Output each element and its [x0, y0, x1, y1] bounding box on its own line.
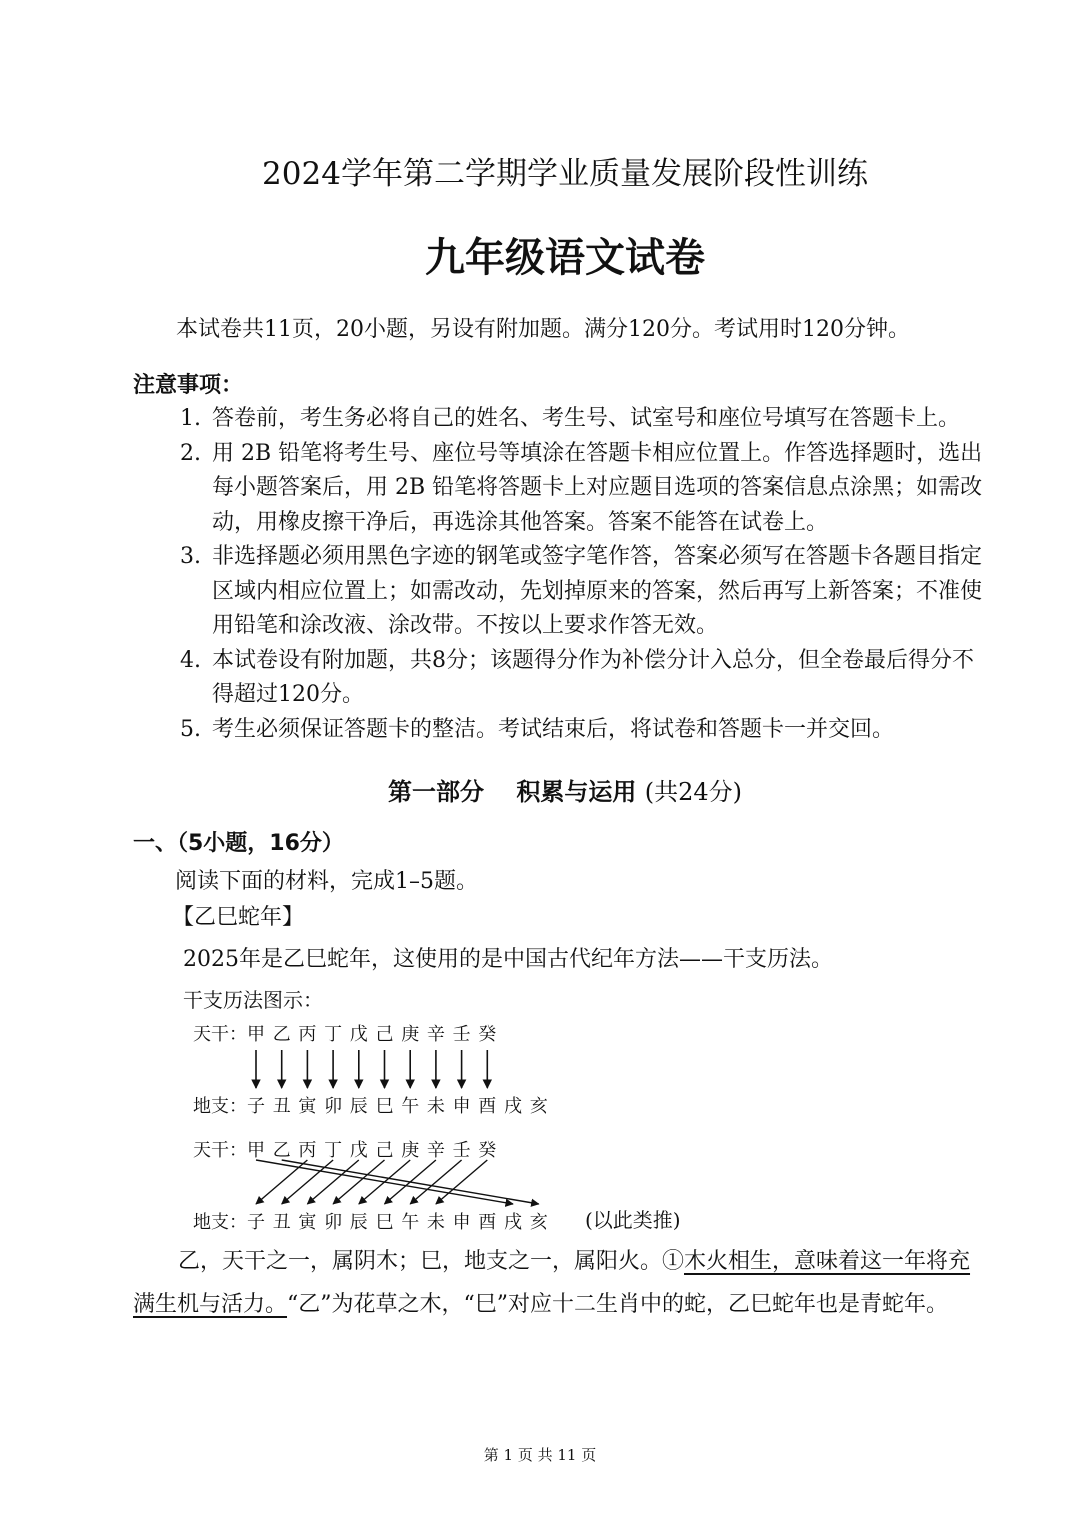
tiangan-char: 己 [375, 1024, 394, 1045]
underlined-sentence: 木火相生，意味着这一年将充满生机与活力。 [133, 1249, 971, 1317]
cycle-arrow [385, 1160, 436, 1204]
cycle-arrow [282, 1160, 333, 1204]
notice-item-number: 3. [180, 544, 201, 569]
section1-instruction: 阅读下面的材料，完成1–5题。 [175, 869, 478, 894]
material-year-line: 2025年是乙巳蛇年，这使用的是中国古代纪年方法——干支历法。 [183, 947, 833, 972]
dizhi-char: 丑 [272, 1096, 291, 1117]
dizhi-char: 子 [247, 1096, 265, 1117]
tiangan-row-2 [193, 1136, 573, 1162]
notice-item-text: 答卷前，考生务必将自己的姓名、考生号、试室号和座位号填写在答题卡上。 [212, 406, 961, 431]
notice-item-number: 2. [180, 440, 201, 466]
tiangan-char: 乙 [272, 1140, 291, 1161]
cycle-arrow [333, 1160, 384, 1204]
notice-item-text: 考生必须保证答题卡的整洁。考试结束后，将试卷和答题卡一并交回。 [212, 716, 895, 742]
dizhi-char: 卯 [324, 1096, 343, 1117]
tiangan-char: 乙 [272, 1024, 291, 1045]
dizhi-char: 午 [401, 1096, 420, 1117]
diagram-straight-arrows [256, 1050, 487, 1088]
diagram-cross-arrows [256, 1160, 539, 1204]
dizhi-char: 戌 [504, 1096, 522, 1117]
dizhi-char: 卯 [324, 1212, 343, 1233]
diagram-label: 干支历法图示： [183, 988, 323, 1012]
notice-item-text: 非选择题必须用黑色字迹的钢笔或签字笔作答，答案必须写在答题卡各题目指定区域内相应位置上；如需改动，先划掉原来的答案，然后再写上新答案；不准使用铅笔和涂改液、涂改带。不按以上要求作答无效。 [212, 544, 983, 638]
part1-title: 第一部分 积累与运用 [388, 778, 637, 806]
tiangan-char: 庚 [401, 1140, 420, 1161]
dizhi-char: 午 [401, 1212, 420, 1233]
dizhi-char: 子 [247, 1212, 265, 1233]
dizhi-char: 酉 [478, 1096, 497, 1117]
paragraph-lead: 乙，天干之一，属阴木；巳，地支之一，属阳火。① [178, 1249, 685, 1274]
dizhi-char: 酉 [478, 1212, 497, 1233]
notice-item-number: 4. [180, 647, 201, 673]
notice-heading: 注意事项： [133, 373, 244, 398]
tiangan-char: 癸 [478, 1024, 497, 1045]
dizhi-char: 巳 [375, 1212, 394, 1233]
notice-item-text: 本试卷设有附加题，共8分；该题得分作为补偿分计入总分，但全卷最后得分不得超过120分。 [212, 647, 974, 707]
section1-heading: 一、（5小题，16分） [133, 831, 344, 856]
cycle-arrow [359, 1160, 410, 1204]
cycle-arrow [410, 1160, 461, 1204]
notice-item-text: 用 2B 铅笔将考生号、座位号等填涂在答题卡相应位置上。作答选择题时，选出每小题答案后，用 2B 铅笔将答题卡上对应题目选项的答案信息点涂黑；如需改动，用橡皮擦干净后，再选涂其他答案。答案不能答在试卷上。 [212, 440, 983, 535]
cycle-arrow [307, 1160, 358, 1204]
tiangan-char: 壬 [452, 1140, 471, 1161]
dizhi-char: 未 [426, 1096, 445, 1117]
dizhi-row-1 [193, 1092, 573, 1118]
etc-note: (以此类推) [585, 1208, 681, 1232]
tiangan-char: 辛 [426, 1024, 445, 1045]
dizhi-label: 地支： [193, 1096, 247, 1117]
dizhi-char: 亥 [529, 1096, 548, 1117]
page-footer: 第 1 页 共 11 页 [483, 1446, 597, 1464]
notice-item-number: 1. [180, 406, 201, 431]
tiangan-char: 庚 [401, 1024, 420, 1045]
tiangan-char: 丁 [324, 1024, 343, 1045]
tiangan-char: 甲 [247, 1024, 265, 1045]
part1-score: (共24分) [644, 778, 742, 806]
dizhi-char: 巳 [375, 1096, 394, 1117]
dizhi-char: 申 [452, 1212, 471, 1233]
dizhi-char: 戌 [504, 1212, 522, 1233]
cycle-arrow [436, 1160, 487, 1204]
exam-intro: 本试卷共11页，20小题，另设有附加题。满分120分。考试用时120分钟。 [176, 317, 910, 342]
dizhi-row-2 [193, 1208, 573, 1234]
exam-series-title: 2024学年第二学期学业质量发展阶段性训练 [262, 156, 868, 192]
tiangan-label: 天干： [193, 1140, 247, 1161]
tiangan-char: 己 [375, 1140, 394, 1161]
dizhi-char: 辰 [349, 1096, 368, 1117]
dizhi-char: 未 [426, 1212, 445, 1233]
notice-item-number: 5. [180, 716, 201, 742]
tiangan-char: 辛 [426, 1140, 445, 1161]
tiangan-char: 癸 [478, 1140, 497, 1161]
dizhi-char: 丑 [272, 1212, 291, 1233]
material-title: 【乙巳蛇年】 [172, 905, 305, 930]
tiangan-char: 甲 [247, 1140, 265, 1161]
tiangan-char: 丙 [298, 1140, 317, 1161]
tiangan-char: 戊 [349, 1140, 368, 1161]
dizhi-char: 亥 [529, 1212, 548, 1233]
tiangan-char: 丁 [324, 1140, 343, 1161]
material-paragraph [133, 1240, 985, 1326]
dizhi-char: 寅 [298, 1212, 317, 1233]
dizhi-char: 寅 [298, 1096, 317, 1117]
exam-title: 九年级语文试卷 [425, 235, 705, 281]
tiangan-char: 壬 [452, 1024, 471, 1045]
tiangan-row-1 [193, 1020, 573, 1046]
cycle-arrow [256, 1160, 307, 1204]
dizhi-char: 辰 [349, 1212, 368, 1233]
tiangan-label: 天干： [193, 1024, 247, 1045]
dizhi-char: 申 [452, 1096, 471, 1117]
paragraph-tail: “乙”为花草之木，“巳”对应十二生肖中的蛇，乙巳蛇年也是青蛇年。 [287, 1292, 949, 1317]
dizhi-label: 地支： [193, 1212, 247, 1233]
tiangan-char: 戊 [349, 1024, 368, 1045]
tiangan-char: 丙 [298, 1024, 317, 1045]
